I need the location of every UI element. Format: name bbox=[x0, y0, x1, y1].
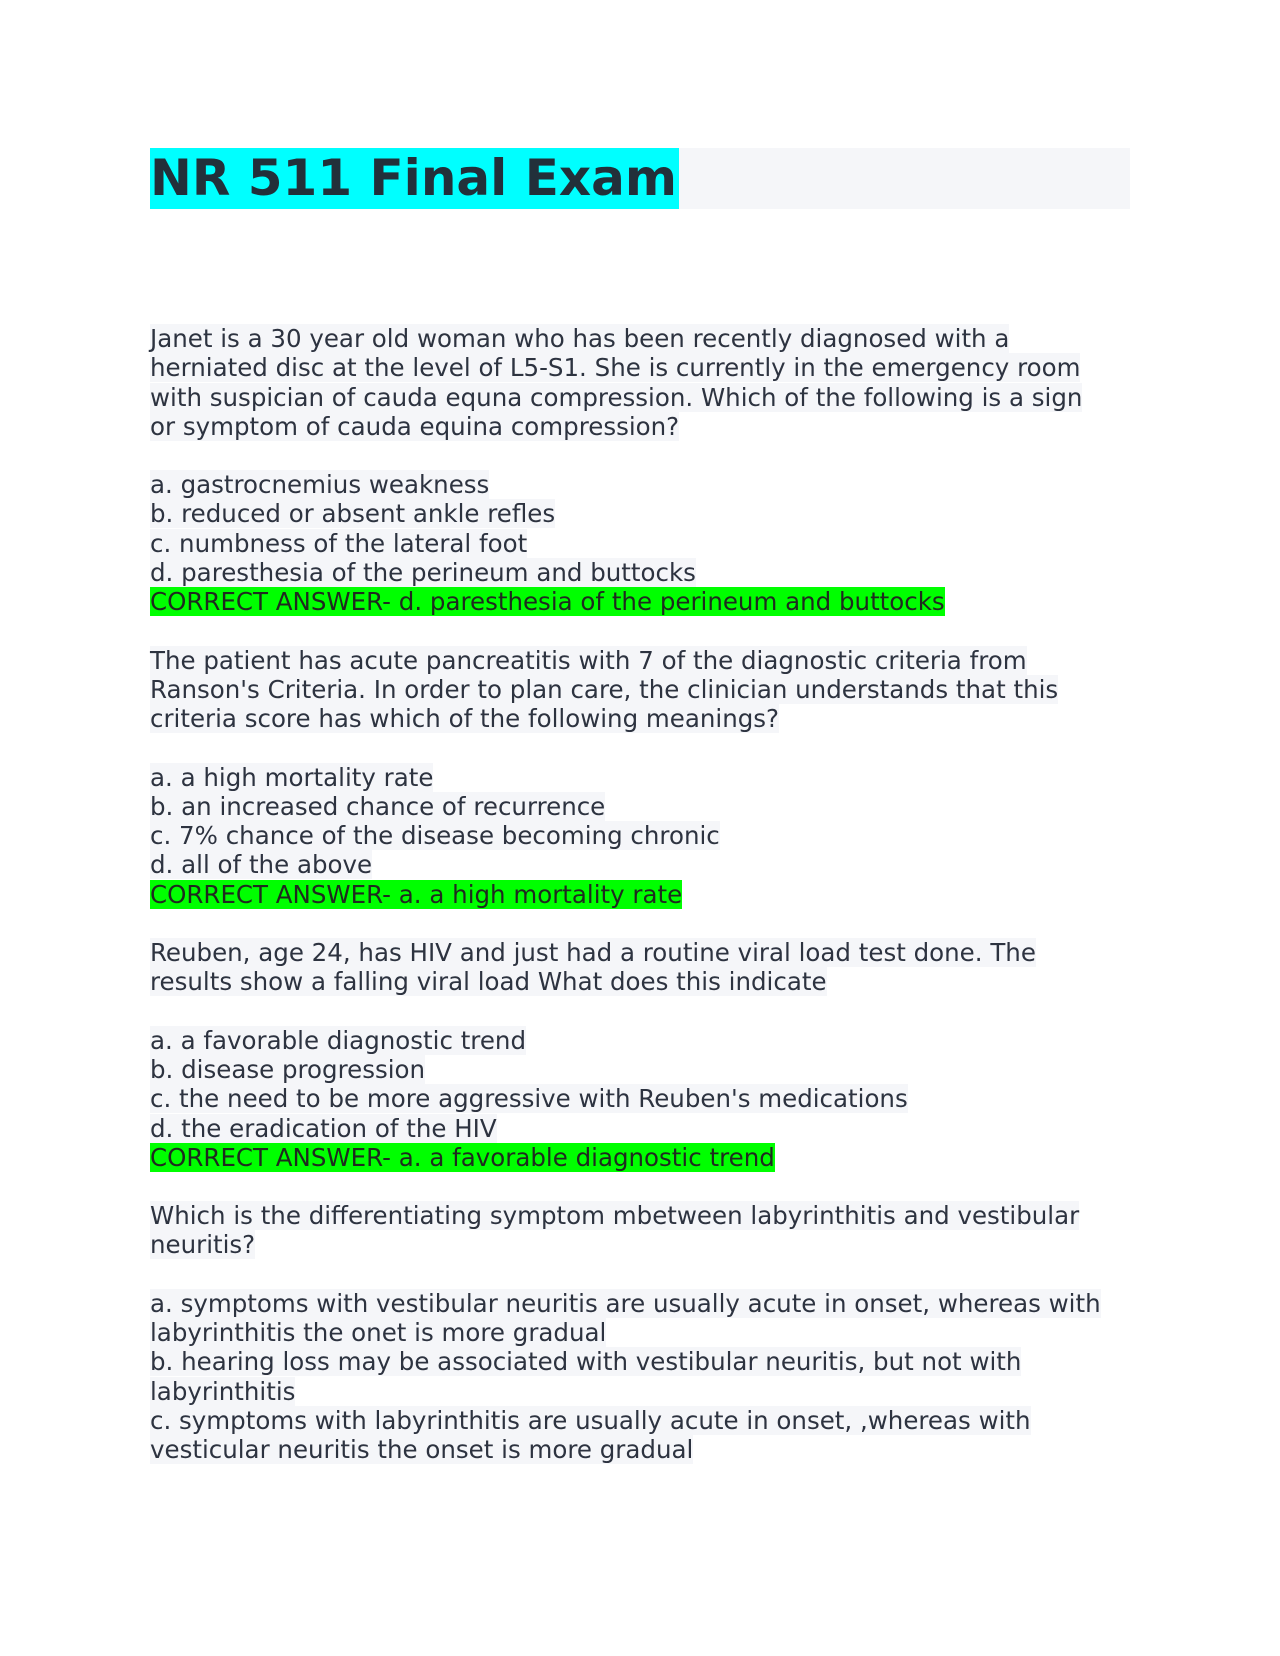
question-stem-line: Which is the differentiating symptom mbetween labyrinthitis and vestibular bbox=[150, 1201, 1080, 1231]
question-stem-line: herniated disc at the level of L5-S1. She is currently in the emergency room bbox=[150, 353, 1081, 383]
question-stem-line: The patient has acute pancreatitis with 7 of the diagnostic criteria from bbox=[150, 645, 1027, 675]
question-stem-line: neuritis? bbox=[150, 1230, 256, 1260]
question-stem-line: or symptom of cauda equina compression? bbox=[150, 411, 680, 441]
answer-option: d. the eradication of the HIV bbox=[150, 1113, 497, 1143]
answer-option: c. the need to be more aggressive with Reuben's medications bbox=[150, 1084, 908, 1114]
answer-option: c. symptoms with labyrinthitis are usually acute in onset, ,whereas with bbox=[150, 1405, 1031, 1435]
answer-option: d. paresthesia of the perineum and buttocks bbox=[150, 558, 696, 588]
answer-option: a. symptoms with vestibular neuritis are usually acute in onset, whereas with bbox=[150, 1288, 1101, 1318]
answer-option: a. gastrocnemius weakness bbox=[150, 470, 490, 500]
question-stem-line: Ranson's Criteria. In order to plan care, the clinician understands that this bbox=[150, 674, 1059, 704]
question-stem-line: with suspician of cauda equna compression. Which of the following is a sign bbox=[150, 382, 1083, 412]
question-stem-line: results show a falling viral load What does this indicate bbox=[150, 967, 827, 997]
question-block bbox=[150, 938, 1130, 1172]
answer-option: a. a high mortality rate bbox=[150, 762, 434, 792]
answer-option: b. an increased chance of recurrence bbox=[150, 791, 606, 821]
question-stem-line: Reuben, age 24, has HIV and just had a routine viral load test done. The bbox=[150, 938, 1036, 968]
answer-option-continued: labyrinthitis bbox=[150, 1376, 296, 1406]
question-stem-line: criteria score has which of the following meanings? bbox=[150, 704, 780, 734]
question-block bbox=[150, 1201, 1130, 1464]
question-list bbox=[150, 324, 1130, 1465]
answer-option: c. 7% chance of the disease becoming chronic bbox=[150, 821, 720, 851]
answer-option: b. reduced or absent ankle refles bbox=[150, 499, 556, 529]
answer-option: d. all of the above bbox=[150, 850, 373, 880]
correct-answer: CORRECT ANSWER- a. a favorable diagnostic trend bbox=[150, 1142, 775, 1172]
correct-answer: CORRECT ANSWER- a. a high mortality rate bbox=[150, 879, 683, 909]
answer-option: a. a favorable diagnostic trend bbox=[150, 1025, 526, 1055]
answer-option-continued: vesticular neuritis the onset is more gradual bbox=[150, 1435, 694, 1465]
answer-option-continued: labyrinthitis the onet is more gradual bbox=[150, 1318, 607, 1348]
question-block bbox=[150, 324, 1130, 617]
question-stem-line: Janet is a 30 year old woman who has been recently diagnosed with a bbox=[150, 324, 1010, 353]
page-title: NR 511 Final Exam bbox=[150, 149, 677, 207]
question-block bbox=[150, 646, 1130, 909]
correct-answer: CORRECT ANSWER- d. paresthesia of the perineum and buttocks bbox=[150, 587, 945, 617]
answer-option: b. hearing loss may be associated with vestibular neuritis, but not with bbox=[150, 1347, 1022, 1377]
answer-option: c. numbness of the lateral foot bbox=[150, 528, 528, 558]
answer-option: b. disease progression bbox=[150, 1054, 426, 1084]
